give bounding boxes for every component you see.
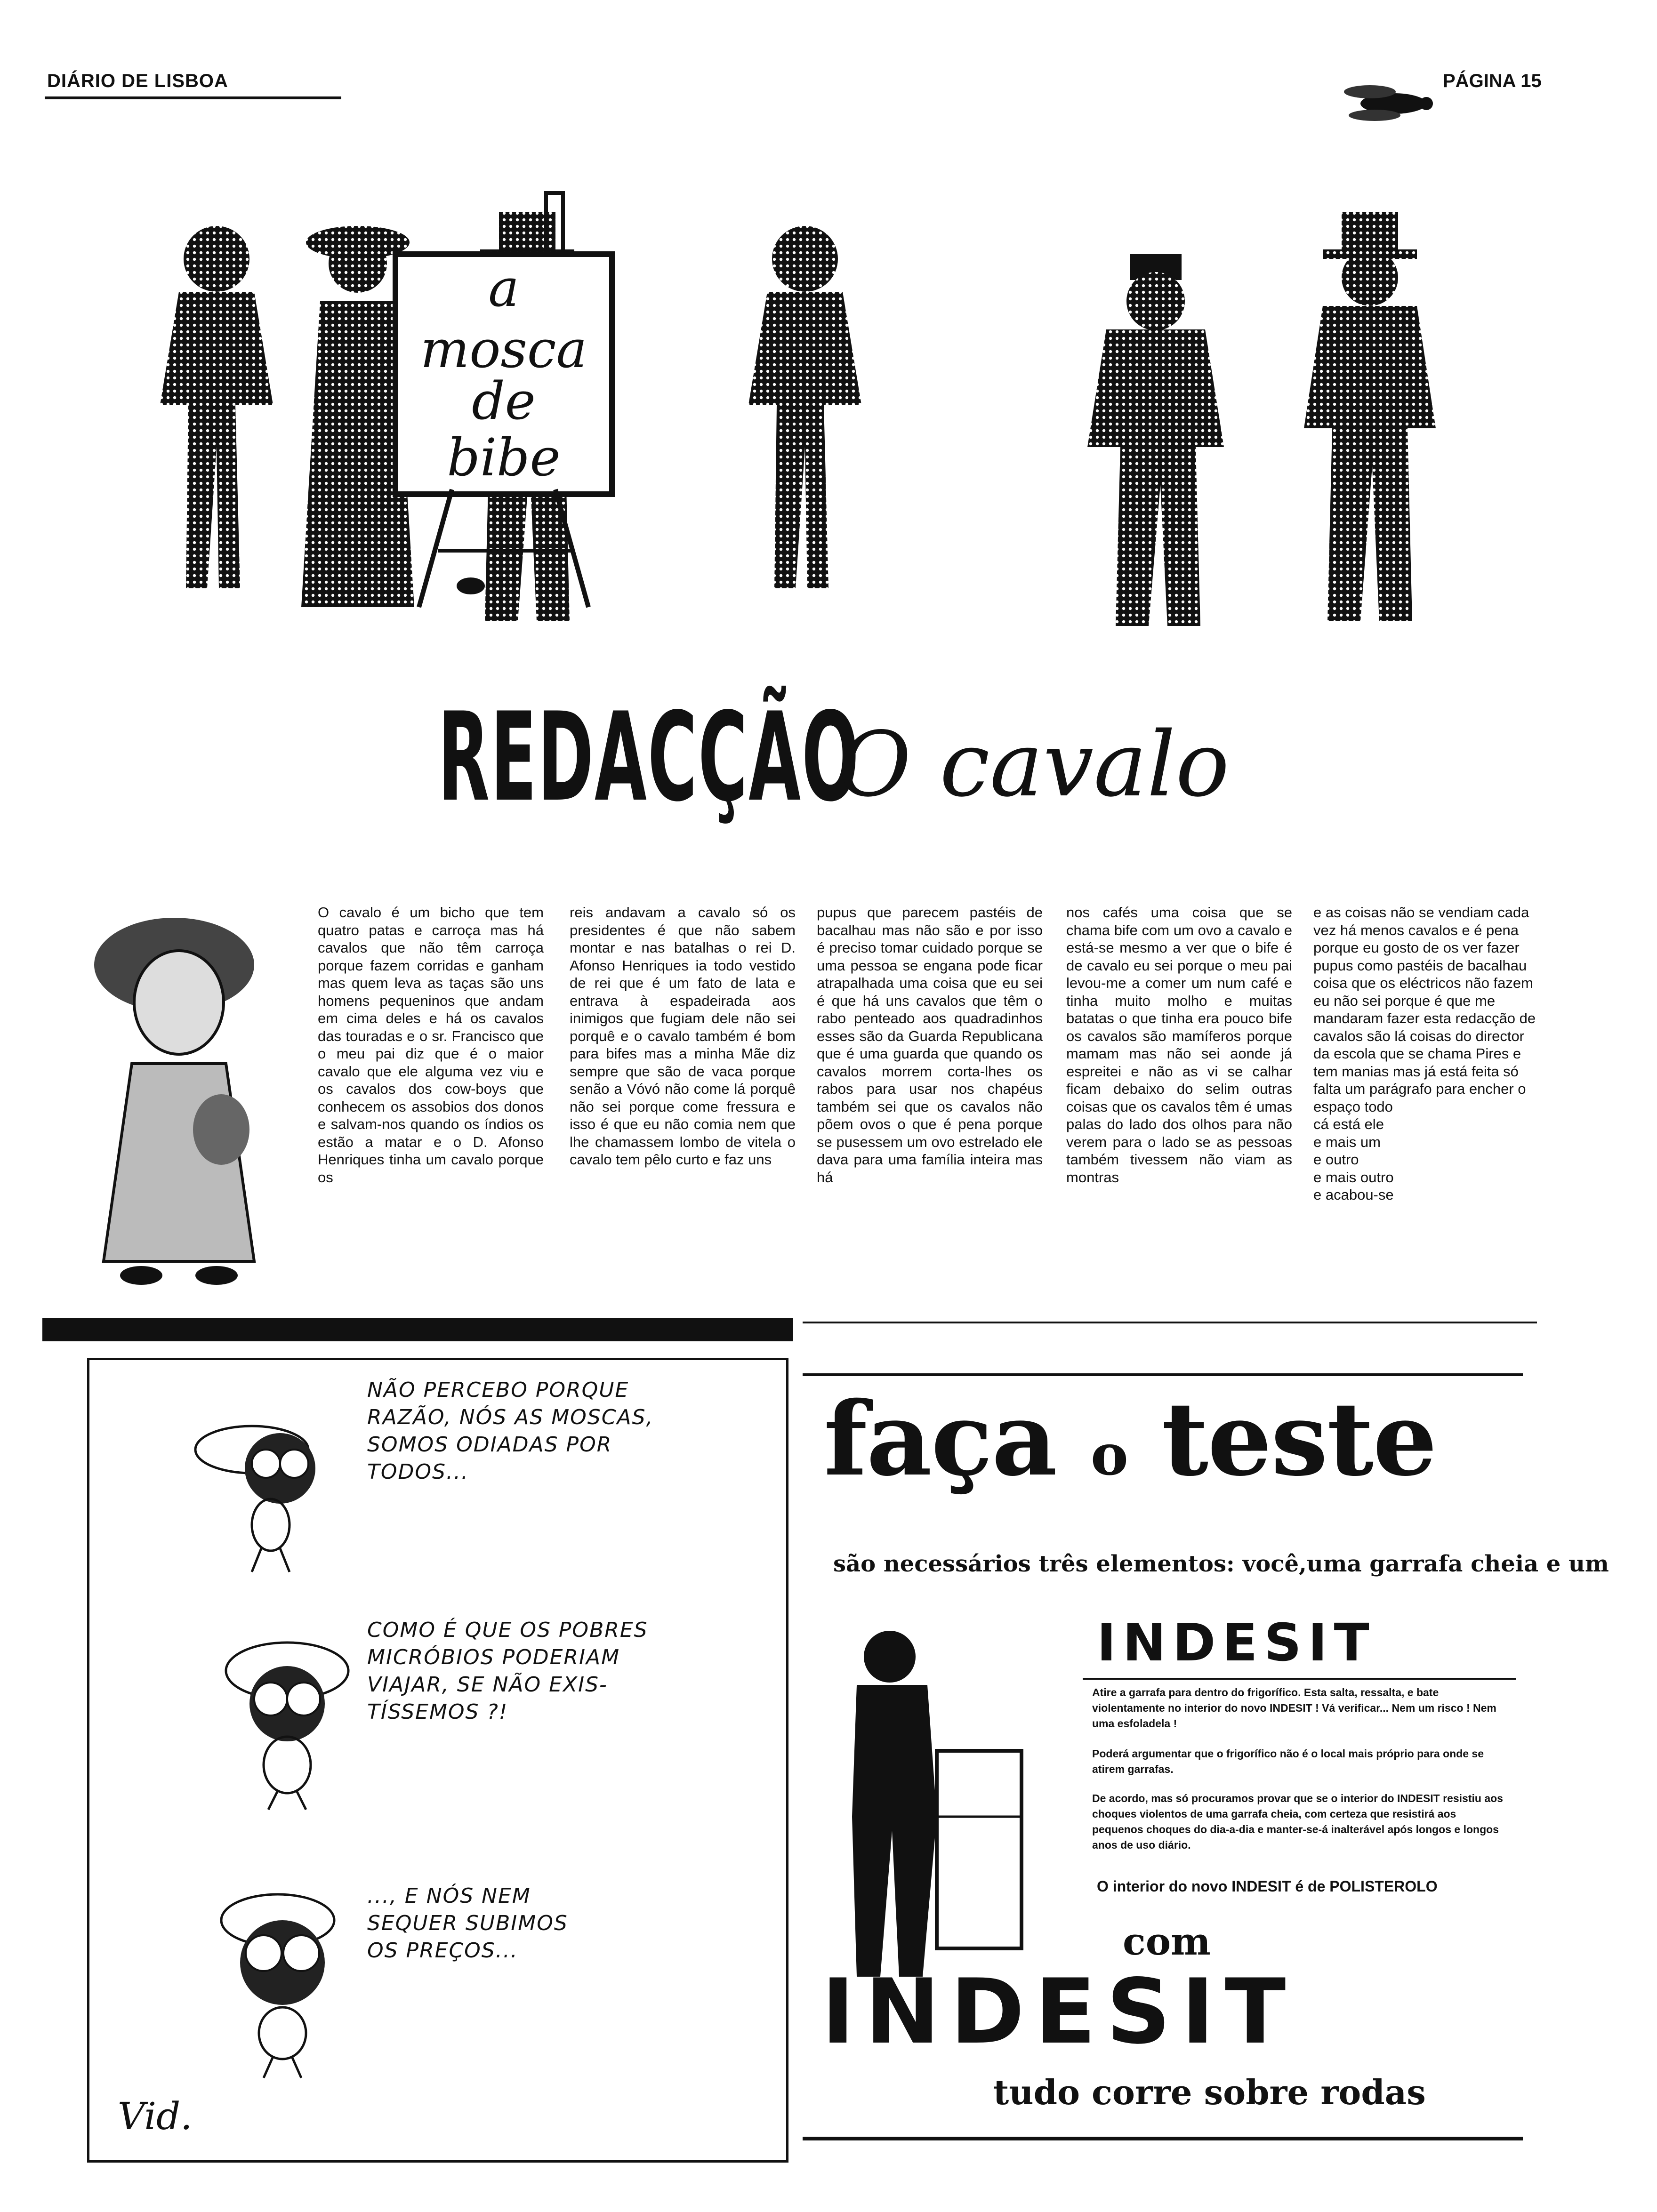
comic-bubble-2: COMO É QUE OS POBRES MICRÓBIOS PODERIAM VIAJAR, SE NÃO EXIS- TÍSSEMOS ?! [367, 1618, 648, 1724]
ad-headline-o: o [1090, 1422, 1127, 1488]
article-column-1: O cavalo é um bicho que tem quatro patas e carroça mas há cavalos que não têm carroça porque fazem corridas e ganham mas quem leva as taças são uns homens pequeninos que andam em cima deles e há os cavalos das touradas e o sr. Francisco que o meu pai diz que é o maior cavalo que ele alguma vez viu e os cavalos dos cow-boys que conhecem os assobios dos donos e salvam-nos quando os índios os estão a matar e o D. Afonso Henriques tinha um cavalo porque os [318, 904, 544, 1186]
ad-paragraph-1: Atire a garrafa para dentro do frigorífico. Esta salta, ressalta, e bate violentamente no interior do novo INDESIT ! Vá verificar... Nem um risco ! Nem uma esfoladela ! [1092, 1686, 1496, 1730]
ad-subheadline: são necessários três elementos: você,uma garrafa cheia e um [833, 1551, 1609, 1577]
fly-icon [1342, 78, 1436, 129]
artist-signature: Vid. [118, 2094, 193, 2138]
article-column-3: pupus que parecem pastéis de bacalhau mas não são e por isso é preciso tomar cuidado porque se uma pessoa se engana pode ficar atrapalhada uma coisa que eu sei é que há uns cavalos que têm o rabo penteado aos quadradinhos esses são da Guarda Republicana que é uma guarda que quando os cavalos morrem corta-lhes os rabos para usar nos chapéus também sei que os cavalos não põem ovos o que é pena porque se pusessem um ovo estrelado ele dava para uma família inteira mas há [817, 904, 1043, 1186]
ad-material-note: O interior do novo INDESIT é de POLISTEROLO [1097, 1878, 1438, 1895]
girl-silhouette-left [160, 226, 273, 588]
sign-line-2: mosca [420, 319, 587, 379]
ad-brand-rule [1083, 1678, 1516, 1680]
doll-illustration [66, 894, 292, 1294]
article-title: REDACÇÃO [438, 687, 860, 829]
newspaper-name: DIÁRIO DE LISBOA [47, 71, 228, 91]
ad-brand-logo-large: INDESIT [821, 1960, 1296, 2064]
comic-panel [87, 1358, 788, 2163]
article-column-4: nos cafés uma coisa que se chama bife com um ovo a cavalo e está-se mesmo a ver que o bife é de cavalo eu sei porque o meu pai levou-me a comer um num café e tinha muito molho e muitas batatas o que tinha era pouco bife os cavalos são mamíferos porque mamam mas não sei aonde já espreitei e não as vi se calhar ficam debaixo do selim outras coisas que os cavalos têm é umas palas do lado dos olhos para não verem para o lado se as pessoas também tivessem não viam as montras [1066, 904, 1292, 1186]
ad-tagline: tudo corre sobre rodas [993, 2072, 1426, 2112]
sign-line-1: a [488, 258, 519, 318]
article-column-2: reis andavam a cavalo só os presidentes é que não sabem montar e nas batalhas o rei D. Afonso Henriques ia todo vestido de rei que é um fato de lata e entrava à espadeirada aos inimigos que fugiam dele não sei porquê e o cavalo também é bom para bifes mas a minha Mãe diz sempre que são de vaca porque senão a Vóvó não come lá porquê não sei porque come fressura e isso é que eu não comia nem que lhe chamassem lombo de vitela o cavalo tem pêlo curto e faz uns [570, 904, 796, 1168]
ad-brand-logo: INDESIT [1097, 1612, 1376, 1673]
ad-bottom-rule [803, 2137, 1523, 2140]
page-number: PÁGINA 15 [1443, 71, 1542, 91]
fly-cartoon-1 [181, 1398, 360, 1577]
article-subtitle: O cavalo [838, 713, 1230, 817]
girl-silhouette-right [748, 226, 861, 588]
ad-com: com [1123, 1919, 1211, 1964]
man-silhouette-right [1304, 212, 1436, 621]
ad-headline-word-2: teste [1161, 1379, 1437, 1499]
sign-line-4: bibe [447, 427, 561, 488]
sign-line-3: de [472, 371, 536, 431]
section-divider-rule [803, 1322, 1537, 1323]
comic-bubble-1: NÃO PERCEBO PORQUE RAZÃO, NÓS AS MOSCAS, SOMOS ODIADAS POR TODOS... [367, 1378, 654, 1484]
header-rule [45, 96, 341, 99]
banner-illustration [132, 184, 1506, 654]
article-column-5: e as coisas não se vendiam cada vez há menos cavalos e é pena porque eu gosto de os ver fazer pupus como pastéis de bacalhau coisa que os eléctricos não fazem eu não sei porque é que me mandaram fazer esta redacção de cavalos são lá coisas do director da escola que se chama Pires e tem manias mas já está feita só falta um parágrafo para encher o espaço todo cá está ele e mais um e outro e mais outro e acabou-se [1313, 904, 1536, 1203]
man-silhouette-middle [1087, 254, 1224, 626]
ad-paragraph-3: De acordo, mas só procuramos provar que se o interior do INDESIT resistiu aos choques violentos de uma garrafa cheia, com certeza que resistirá aos pequenos choques do dia-a-dia e manter-se-á inalterável após longos e longos anos de uso diário. [1092, 1792, 1503, 1851]
ad-top-rule [803, 1373, 1523, 1376]
fly-cartoon-2 [207, 1633, 372, 1812]
ad-headline-word-1: faça [824, 1379, 1057, 1499]
comic-bubble-3: ..., E NÓS NEM SEQUER SUBIMOS OS PREÇOS... [367, 1884, 568, 1963]
section-divider-bar [42, 1318, 793, 1341]
fly-cartoon-3 [202, 1883, 367, 2080]
ad-headline [824, 1379, 1437, 1499]
man-with-fridge-photo [828, 1619, 1036, 1986]
ad-paragraph-2: Poderá argumentar que o frigorífico não é o local mais próprio para onde se atirem garrafas. [1092, 1747, 1484, 1775]
